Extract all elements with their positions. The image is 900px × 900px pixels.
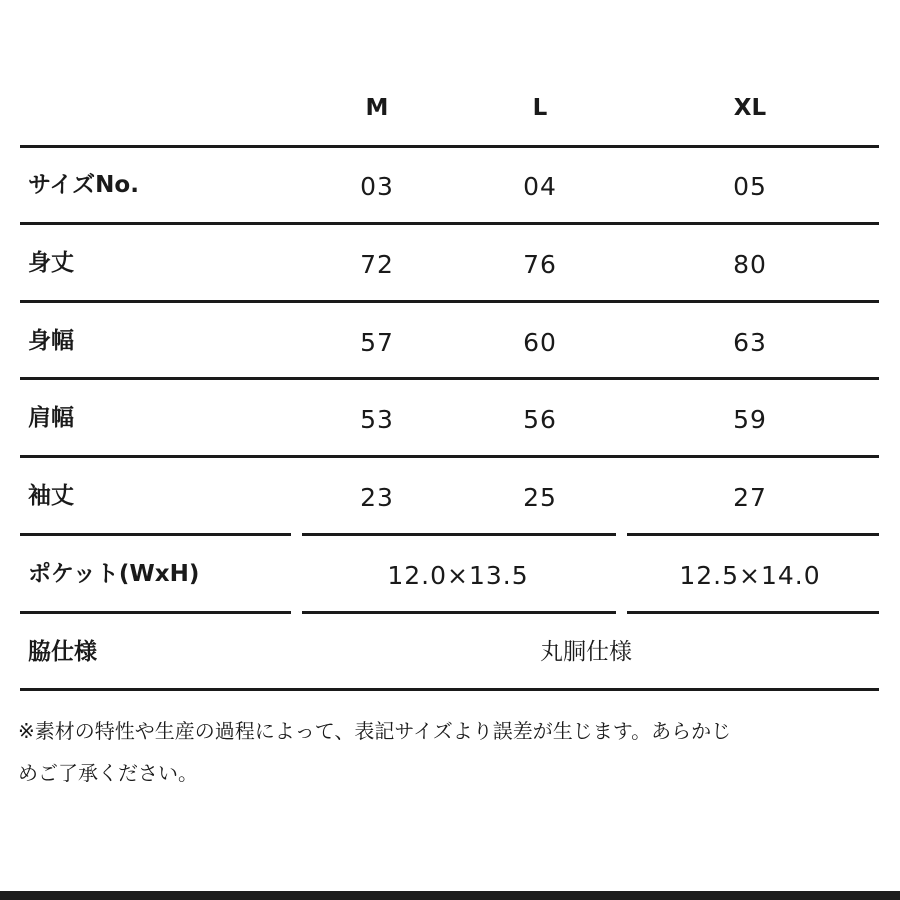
row-label-sleeve-length: 袖丈 [28, 483, 74, 509]
row-label-pocket: ポケット(WxH) [28, 561, 200, 587]
row-divider [627, 611, 879, 614]
disclaimer-line-2: めご了承ください。 [18, 761, 198, 785]
cell-body-width-m: 57 [360, 328, 394, 357]
disclaimer-line-1: ※素材の特性や生産の過程によって、表記サイズより誤差が生じます。あらかじ [18, 719, 732, 743]
cell-pocket-xl: 12.5×14.0 [679, 561, 821, 590]
cell-size-no-xl: 05 [733, 172, 767, 201]
row-label-side-spec: 脇仕様 [28, 639, 97, 665]
row-divider [20, 300, 879, 303]
cell-body-width-xl: 63 [733, 328, 767, 357]
cell-length-m: 72 [360, 250, 394, 279]
column-header-m: M [365, 95, 389, 121]
column-header-l: L [532, 95, 548, 121]
cell-pocket-m-l: 12.0×13.5 [387, 561, 529, 590]
row-divider [20, 688, 879, 691]
row-label-size-no: サイズNo. [28, 172, 139, 198]
row-divider [20, 377, 879, 380]
cell-shoulder-width-xl: 59 [733, 405, 767, 434]
cell-side-spec: 丸胴仕様 [540, 639, 632, 665]
cell-length-xl: 80 [733, 250, 767, 279]
row-label-length: 身丈 [28, 250, 74, 276]
row-divider [20, 222, 879, 225]
row-divider [627, 533, 879, 536]
cell-shoulder-width-l: 56 [523, 405, 557, 434]
row-divider [302, 533, 616, 536]
row-divider [302, 611, 616, 614]
cell-length-l: 76 [523, 250, 557, 279]
cell-size-no-l: 04 [523, 172, 557, 201]
cell-sleeve-length-m: 23 [360, 483, 394, 512]
row-label-body-width: 身幅 [28, 328, 74, 354]
cell-body-width-l: 60 [523, 328, 557, 357]
row-label-shoulder-width: 肩幅 [28, 405, 74, 431]
bottom-bar [0, 891, 900, 900]
cell-shoulder-width-m: 53 [360, 405, 394, 434]
row-divider [20, 533, 291, 536]
row-divider [20, 145, 879, 148]
cell-sleeve-length-xl: 27 [733, 483, 767, 512]
column-header-xl: XL [733, 95, 767, 121]
cell-sleeve-length-l: 25 [523, 483, 557, 512]
disclaimer-note [18, 710, 888, 794]
row-divider [20, 455, 879, 458]
cell-size-no-m: 03 [360, 172, 394, 201]
row-divider [20, 611, 291, 614]
